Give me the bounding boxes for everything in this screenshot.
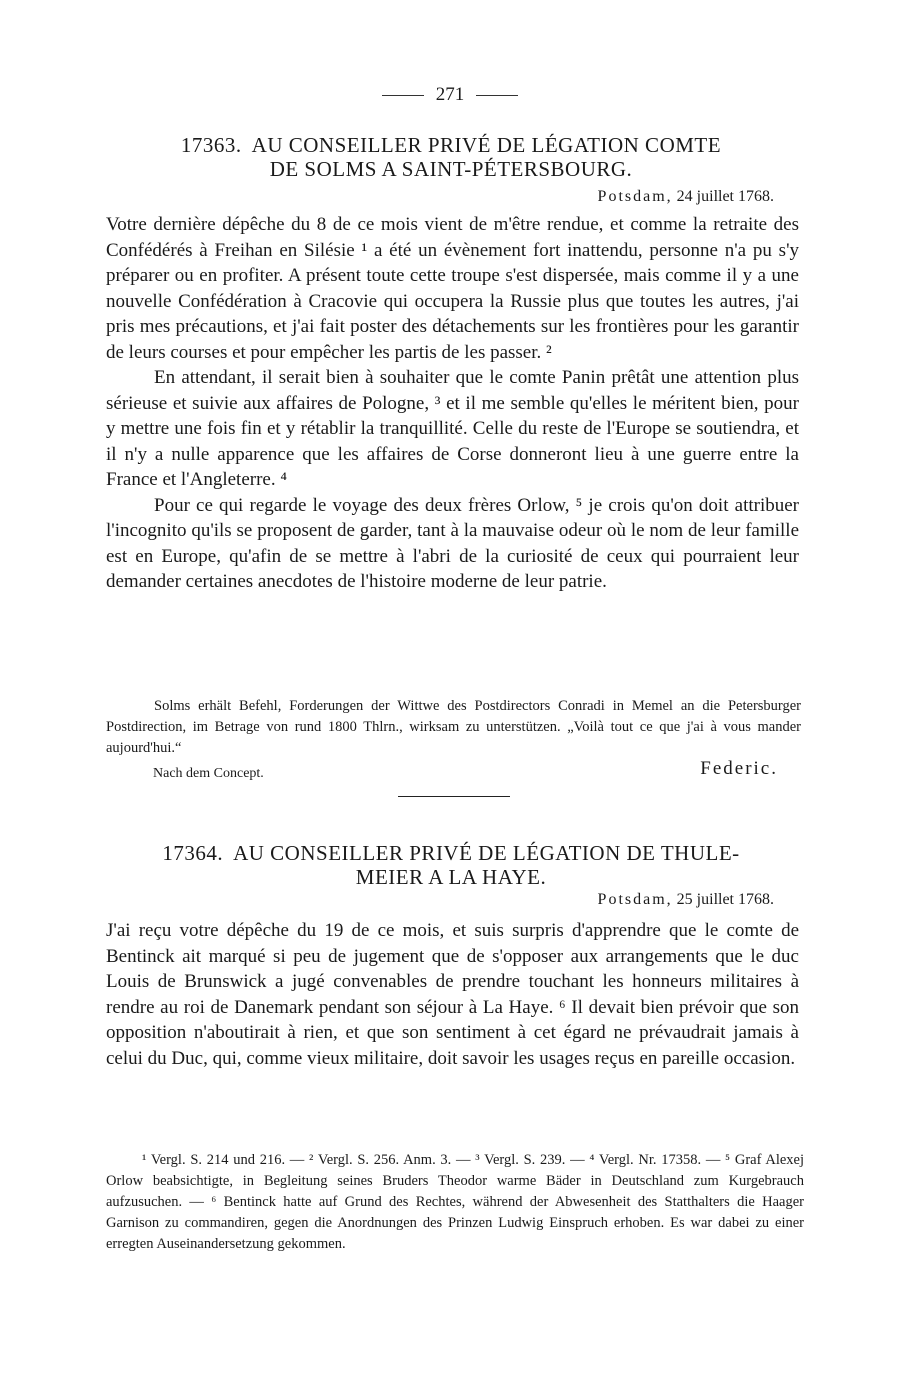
place: Potsdam, — [597, 891, 673, 908]
dateline — [598, 188, 774, 206]
footnote-text: ¹ Vergl. S. 214 und 216. — ² Vergl. S. 256. Anm. 3. — ³ Vergl. S. 239. — ⁴ Vergl. Nr. 17358. — ⁵ Graf Alexej Orlow beabsichtigte, in Begleitung seines Bruders Theodor warme Bäder in Deutschland zum Kurgebrauch aufzusuchen. — ⁶ Bentinck hatte auf Grund des Rechtes, während der Abwesenheit des Statthalters die Haager Garnison zu commandiren, gegen die Anordnungen des Prinzen Ludwig Einspruch erhoben. Es war dabei zu einer erregten Auseinandersetzung gekommen. — [106, 1152, 804, 1252]
letter-heading — [106, 133, 796, 181]
place: Potsdam, — [597, 188, 673, 205]
letter-number: 17363. — [180, 133, 242, 157]
heading-line: DE SOLMS A SAINT-PÉTERSBOURG. — [269, 157, 633, 181]
folio-dash-left — [382, 95, 424, 96]
letter-body — [106, 918, 799, 1071]
paragraph: En attendant, il serait bien à souhaiter que le comte Panin prêtât une attention plus sérieuse et suivie aux affaires de Pologne, ³ et il me semble qu'elles le méritent bien, pour y mettre une fois fin et y rétablir la tranquillité. Celle du reste de l'Europe se soutiendra, et il n'y a nulle apparence que les affaires de Corse donneront lieu à une guerre entre la France et l'Angleterre. ⁴ — [106, 367, 799, 490]
footnotes — [106, 1150, 804, 1255]
source-note: Nach dem Concept. — [153, 766, 264, 781]
letter-heading — [106, 841, 796, 889]
heading-line: MEIER A LA HAYE. — [355, 865, 547, 889]
heading-line: 17364. AU CONSEILLER PRIVÉ DE LÉGATION DE THULE- — [162, 841, 740, 865]
heading-line: 17363. AU CONSEILLER PRIVÉ DE LÉGATION COMTE — [180, 133, 722, 157]
signature: Federic. — [700, 758, 778, 779]
note-text: Solms erhält Befehl, Forderungen der Wittwe des Postdirectors Conradi in Memel an die Petersburger Postdirection, im Betrage von rund 1800 Thlrn., wirksam zu unterstützen. „Voilà tout ce que j'ai à vous mander aujourd'hui.“ — [106, 698, 801, 756]
letter-body — [106, 212, 799, 595]
editorial-note — [106, 696, 801, 759]
paragraph: J'ai reçu votre dépêche du 19 de ce mois, et suis surpris d'apprendre que le comte de Bentinck ait marqué si peu de jugement que de s'opposer aux arrangements que le duc Louis de Brunswick a jugé convenables de prendre touchant les honneurs militaires à rendre au roi de Danemark pendant son séjour à La Haye. ⁶ Il devait bien prévoir que son opposition n'aboutirait à rien, et que son sentiment à cet égard ne prévaudrait jamais à celui du Duc, qui, comme vieux militaire, doit savoir les usages reçus en pareille occasion. — [106, 920, 799, 1069]
date: 24 juillet 1768. — [676, 188, 774, 205]
paragraph: Votre dernière dépêche du 8 de ce mois vient de m'être rendue, et comme la retraite des Confédérés à Freihan en Silésie ¹ a été un évènement fort inattendu, personne n'a pu s'y préparer ou en profiter. A présent toute cette troupe s'est dispersée, mais comme il y a une nouvelle Confédération à Cracovie qui occupera la Russie plus que toutes les autres, j'ai pris mes précautions, et j'ai fait poster des détachements sur les frontières pour les garantir de leurs courses et pour empêcher les partis de les passer. ² — [106, 214, 799, 363]
folio-dash-right — [476, 95, 518, 96]
dateline — [598, 891, 774, 909]
page-number: 271 — [0, 84, 900, 106]
paragraph: Pour ce qui regarde le voyage des deux frères Orlow, ⁵ je crois qu'on doit attribuer l'incognito qu'ils se proposent de garder, tant à la mauvaise odeur où le nom de leur famille est en Europe, qu'afin de se mettre à l'abri de la curiosité de ceux qui pourraient leur demander certaines anecdotes de l'histoire moderne de leur patrie. — [106, 494, 799, 592]
section-divider — [398, 796, 510, 797]
date: 25 juillet 1768. — [676, 891, 774, 908]
letter-number: 17364. — [162, 841, 224, 865]
